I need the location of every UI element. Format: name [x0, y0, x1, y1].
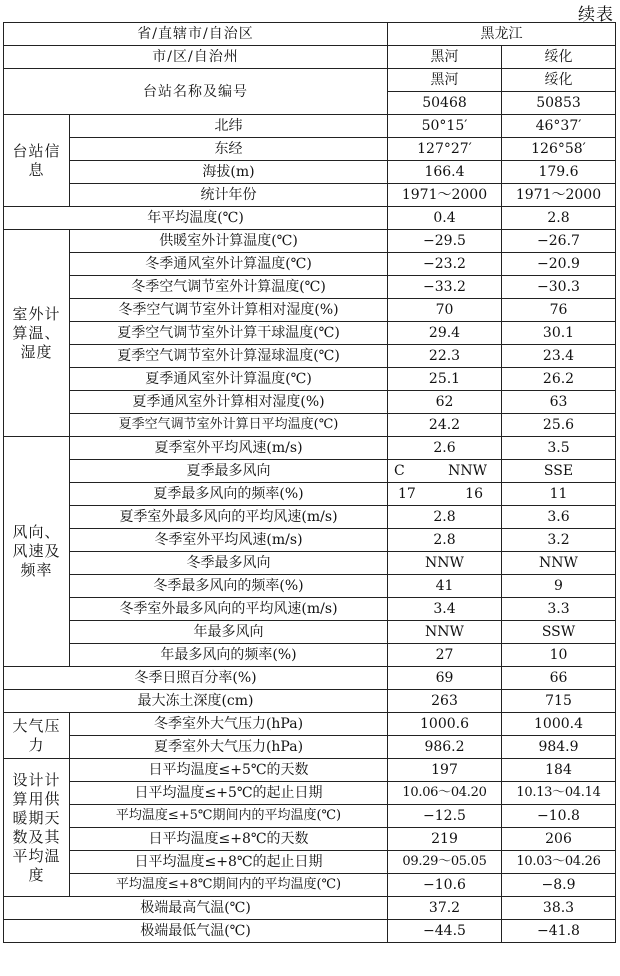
row-label: 夏季室外最多风向的平均风速(m/s): [70, 506, 388, 529]
table-row: [4, 414, 616, 437]
station-name: 黑河: [388, 69, 502, 92]
cell-value: 2.8: [502, 207, 616, 230]
row-label: 夏季通风室外计算相对湿度(%): [70, 391, 388, 414]
row-label: 东经: [70, 138, 388, 161]
cell-value: 126°58′: [502, 138, 616, 161]
table-row: [4, 230, 616, 253]
table-row: [4, 529, 616, 552]
table-row: [4, 828, 616, 851]
table-row: [4, 23, 616, 46]
table-row: [4, 644, 616, 667]
table-row: [4, 368, 616, 391]
row-label: 夏季最多风向的频率(%): [70, 483, 388, 506]
cell-value: 197: [388, 759, 502, 782]
table-row: [4, 759, 616, 782]
cell-value: 9: [502, 575, 616, 598]
row-label: 冬季最多风向: [70, 552, 388, 575]
cell-value: −10.6: [388, 874, 502, 897]
cell-value: 25.1: [388, 368, 502, 391]
row-label: 平均温度≤+8℃期间内的平均温度(℃): [70, 874, 388, 897]
row-label: 极端最低气温(℃): [4, 920, 388, 943]
table-row: [4, 69, 616, 92]
province-label: 省/直辖市/自治区: [4, 23, 388, 46]
row-label: 日平均温度≤+8℃的天数: [70, 828, 388, 851]
cell-value: NNW: [388, 552, 502, 575]
cell-value: 41: [388, 575, 502, 598]
row-label: 冬季室外最多风向的平均风速(m/s): [70, 598, 388, 621]
cell-value: 76: [502, 299, 616, 322]
cell-value: 984.9: [502, 736, 616, 759]
cell-value: 3.4: [388, 598, 502, 621]
cell-value: 1971～2000: [388, 184, 502, 207]
row-label: 夏季最多风向: [70, 460, 388, 483]
table-row: [4, 506, 616, 529]
cell-value: 263: [388, 690, 502, 713]
cell-value: 1971～2000: [502, 184, 616, 207]
cell-value: 3.6: [502, 506, 616, 529]
table-row: [4, 713, 616, 736]
group-heating: 设计计算用供暖期天数及其平均温度: [4, 759, 70, 897]
row-label: 夏季通风室外计算温度(℃): [70, 368, 388, 391]
cell-value-pair: [388, 460, 502, 483]
cell-value: 10.13～04.14: [502, 782, 616, 805]
cell-value: −26.7: [502, 230, 616, 253]
group-wind: 风向、风速及频率: [4, 437, 70, 667]
cell-value: 25.6: [502, 414, 616, 437]
table-row: [4, 207, 616, 230]
cell-value: 29.4: [388, 322, 502, 345]
cell-value: 63: [502, 391, 616, 414]
cell-value: 70: [388, 299, 502, 322]
table-row: [4, 552, 616, 575]
cell-value: 24.2: [388, 414, 502, 437]
row-label: 海拔(m): [70, 161, 388, 184]
row-label: 年最多风向: [70, 621, 388, 644]
station-id: 50853: [502, 92, 616, 115]
cell-value: 23.4: [502, 345, 616, 368]
table-row: [4, 322, 616, 345]
table-row: [4, 138, 616, 161]
row-label: 冬季空气调节室外计算相对湿度(%): [70, 299, 388, 322]
cell-value: −23.2: [388, 253, 502, 276]
cell-value: 62: [388, 391, 502, 414]
cell-value: 46°37′: [502, 115, 616, 138]
table-row: [4, 184, 616, 207]
group-station-info: 台站信息: [4, 115, 70, 207]
row-label: 夏季空气调节室外计算湿球温度(℃): [70, 345, 388, 368]
cell-value: 3.3: [502, 598, 616, 621]
cell-value: 10.06～04.20: [388, 782, 502, 805]
cell-value: 184: [502, 759, 616, 782]
row-label: 冬季空气调节室外计算温度(℃): [70, 276, 388, 299]
row-label: 夏季室外大气压力(hPa): [70, 736, 388, 759]
table-row: [4, 874, 616, 897]
row-label: 供暖室外计算温度(℃): [70, 230, 388, 253]
cell-value: 22.3: [388, 345, 502, 368]
cell-value: 10: [502, 644, 616, 667]
cell-value: SSE: [502, 460, 616, 483]
group-pressure: 大气压力: [4, 713, 70, 759]
table-row: [4, 598, 616, 621]
cell-value: 38.3: [502, 897, 616, 920]
table-row: [4, 460, 616, 483]
cell-value: −33.2: [388, 276, 502, 299]
table-row: [4, 897, 616, 920]
row-label: 统计年份: [70, 184, 388, 207]
row-label: 夏季空气调节室外计算干球温度(℃): [70, 322, 388, 345]
cell-value: 2.8: [388, 506, 502, 529]
row-label: 冬季室外平均风速(m/s): [70, 529, 388, 552]
table-row: [4, 253, 616, 276]
row-label: 日平均温度≤+5℃的天数: [70, 759, 388, 782]
row-label: 日平均温度≤+5℃的起止日期: [70, 782, 388, 805]
row-label: 最大冻土深度(cm): [4, 690, 388, 713]
cell-value: 3.2: [502, 529, 616, 552]
table-row: [4, 736, 616, 759]
group-outdoor: 室外计算温、湿度: [4, 230, 70, 437]
cell-value: 206: [502, 828, 616, 851]
province-value: 黑龙江: [388, 23, 616, 46]
table-row: [4, 46, 616, 69]
cell-value: −44.5: [388, 920, 502, 943]
cell-value: 27: [388, 644, 502, 667]
table-row: [4, 299, 616, 322]
row-label: 平均温度≤+5℃期间内的平均温度(℃): [70, 805, 388, 828]
row-label: 日平均温度≤+8℃的起止日期: [70, 851, 388, 874]
cell-value: 09.29～05.05: [388, 851, 502, 874]
table-row: [4, 345, 616, 368]
cell-value: 1000.4: [502, 713, 616, 736]
table-row: [4, 690, 616, 713]
cell-value: NNW: [448, 463, 487, 479]
cell-value: −30.3: [502, 276, 616, 299]
cell-value: −20.9: [502, 253, 616, 276]
cell-value: 127°27′: [388, 138, 502, 161]
city-value: 黑河: [388, 46, 502, 69]
cell-value: 2.8: [388, 529, 502, 552]
table-row: [4, 483, 616, 506]
cell-value: NNW: [388, 621, 502, 644]
cell-value: SSW: [502, 621, 616, 644]
table-row: [4, 437, 616, 460]
cell-value: 3.5: [502, 437, 616, 460]
cell-value: −8.9: [502, 874, 616, 897]
table-row: [4, 276, 616, 299]
row-label: 冬季最多风向的频率(%): [70, 575, 388, 598]
cell-value: NNW: [502, 552, 616, 575]
cell-value: −29.5: [388, 230, 502, 253]
station-name: 绥化: [502, 69, 616, 92]
cell-value: 69: [388, 667, 502, 690]
city-label: 市/区/自治州: [4, 46, 388, 69]
table-row: [4, 115, 616, 138]
cell-value: 26.2: [502, 368, 616, 391]
row-label: 年平均温度(℃): [4, 207, 388, 230]
cell-value: 30.1: [502, 322, 616, 345]
row-label: 冬季通风室外计算温度(℃): [70, 253, 388, 276]
row-label: 夏季空气调节室外计算日平均温度(℃): [70, 414, 388, 437]
city-value: 绥化: [502, 46, 616, 69]
cell-value: 17: [398, 486, 416, 502]
continued-label: 续表: [578, 5, 614, 25]
cell-value-pair: [388, 483, 502, 506]
table-row: [4, 575, 616, 598]
cell-value: C: [394, 463, 405, 479]
cell-value: 16: [465, 486, 483, 502]
row-label: 年最多风向的频率(%): [70, 644, 388, 667]
table-row: [4, 161, 616, 184]
cell-value: −10.8: [502, 805, 616, 828]
cell-value: 1000.6: [388, 713, 502, 736]
cell-value: −41.8: [502, 920, 616, 943]
table-row: [4, 851, 616, 874]
cell-value: 66: [502, 667, 616, 690]
table-row: [4, 621, 616, 644]
table-row: [4, 782, 616, 805]
cell-value: 0.4: [388, 207, 502, 230]
cell-value: 10.03～04.26: [502, 851, 616, 874]
station-id: 50468: [388, 92, 502, 115]
station-label: 台站名称及编号: [4, 69, 388, 115]
cell-value: 219: [388, 828, 502, 851]
table-row: [4, 391, 616, 414]
row-label: 冬季室外大气压力(hPa): [70, 713, 388, 736]
cell-value: −12.5: [388, 805, 502, 828]
row-label: 夏季室外平均风速(m/s): [70, 437, 388, 460]
cell-value: 50°15′: [388, 115, 502, 138]
cell-value: 986.2: [388, 736, 502, 759]
row-label: 北纬: [70, 115, 388, 138]
cell-value: 2.6: [388, 437, 502, 460]
cell-value: 166.4: [388, 161, 502, 184]
table-row: [4, 805, 616, 828]
cell-value: 179.6: [502, 161, 616, 184]
row-label: 极端最高气温(℃): [4, 897, 388, 920]
row-label: 冬季日照百分率(%): [4, 667, 388, 690]
cell-value: 37.2: [388, 897, 502, 920]
table-row: [4, 920, 616, 943]
cell-value: 715: [502, 690, 616, 713]
climate-data-table: [3, 22, 616, 943]
cell-value: 11: [502, 483, 616, 506]
table-row: [4, 667, 616, 690]
